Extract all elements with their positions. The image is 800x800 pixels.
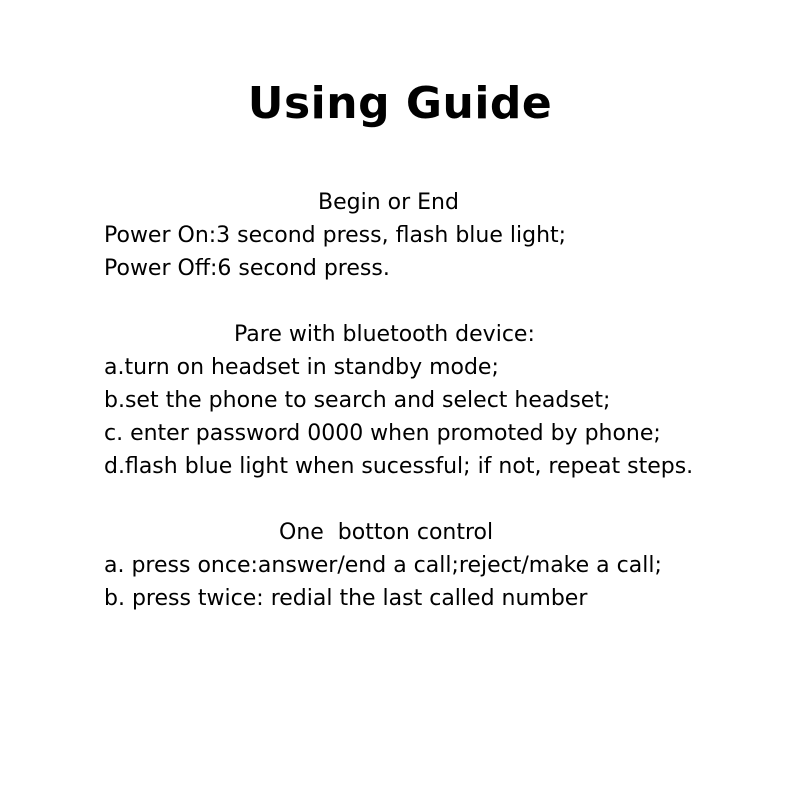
instruction-line: b. press twice: redial the last called number bbox=[104, 586, 588, 611]
instruction-line: a. press once:answer/end a call;reject/make a call; bbox=[104, 553, 662, 578]
instruction-line: d.flash blue light when sucessful; if not, repeat steps. bbox=[104, 454, 694, 479]
section-pair-bluetooth bbox=[104, 318, 794, 483]
instruction-line: a.turn on headset in standby mode; bbox=[104, 355, 499, 380]
instruction-line: Power On:3 second press, flash blue light; bbox=[104, 223, 567, 248]
instruction-line: c. enter password 0000 when promoted by phone; bbox=[104, 421, 661, 446]
instruction-line: b.set the phone to search and select headset; bbox=[104, 388, 611, 413]
section-begin-or-end bbox=[104, 186, 794, 285]
section-heading: One botton control bbox=[279, 520, 494, 545]
section-one-button-control bbox=[104, 516, 794, 615]
instruction-line: Power Off:6 second press. bbox=[104, 256, 390, 281]
section-heading: Begin or End bbox=[318, 190, 459, 215]
section-heading: Pare with bluetooth device: bbox=[234, 322, 535, 347]
page-title: Using Guide bbox=[247, 78, 553, 129]
